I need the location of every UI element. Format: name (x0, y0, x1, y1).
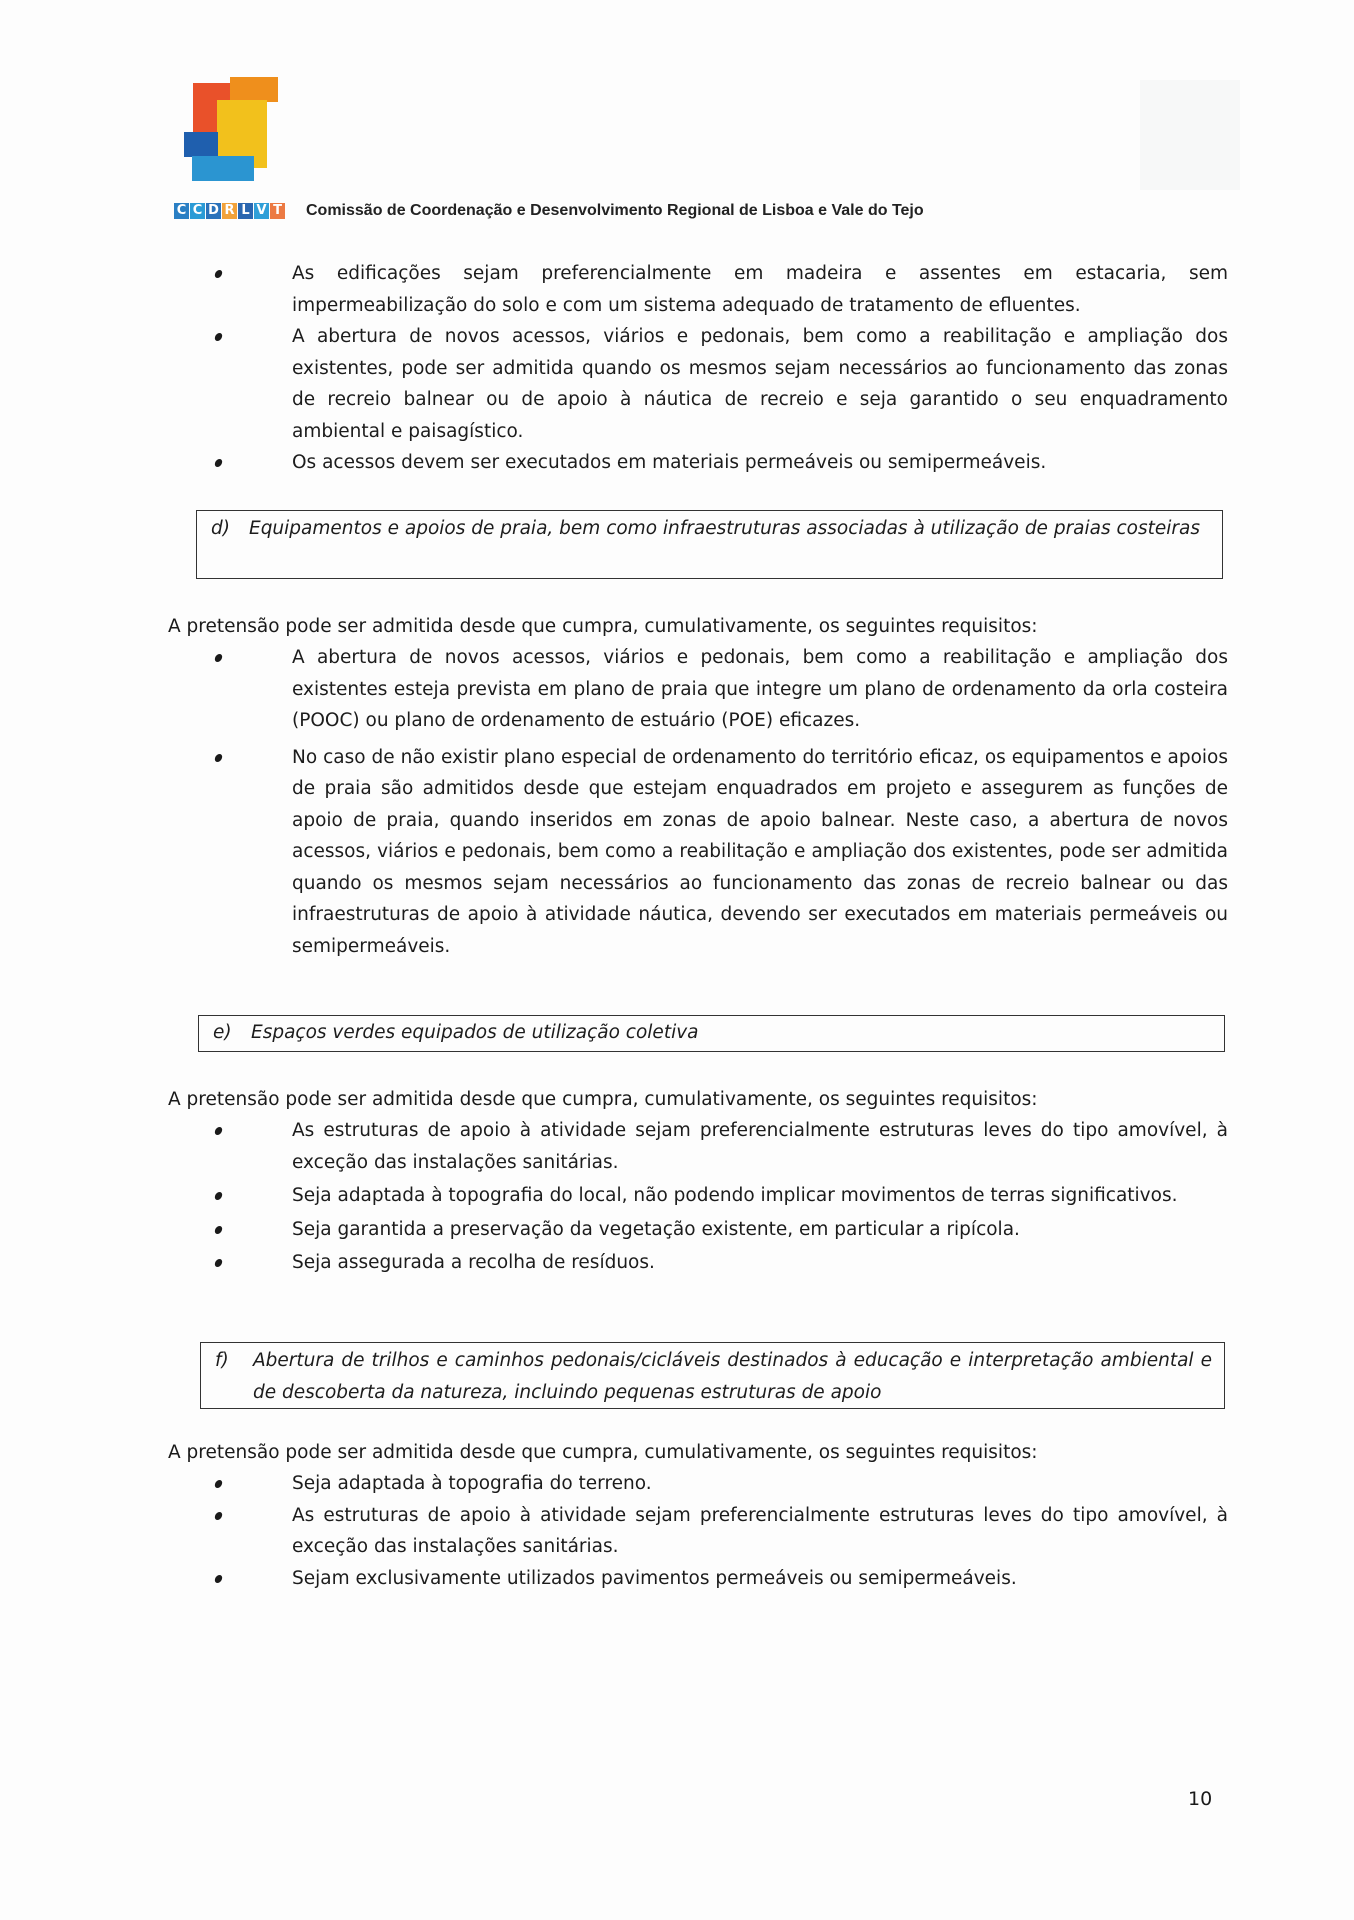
list-item (210, 1180, 1228, 1212)
section-letter: d) (211, 518, 230, 539)
list-item (210, 258, 1228, 321)
list-item (210, 1500, 1228, 1563)
list-item-text: As estruturas de apoio à atividade sejam preferencialmente estruturas leves do tipo amovível, à exceção das instalações sanitárias. (292, 1120, 1228, 1173)
list-item (210, 1563, 1228, 1595)
bullet-icon (214, 1512, 223, 1520)
list-item (210, 447, 1228, 479)
logo-letter: C (190, 203, 205, 219)
bullet-icon (214, 1480, 223, 1488)
section-heading-d (196, 510, 1223, 579)
list-item-text: No caso de não existir plano especial de ordenamento do território eficaz, os equipamentos e apoios de praia são admitidos desde que estejam enquadrados em projeto e assegurem as funções de apoio de praia, quando inseridos em zonas de apoio balnear. Neste caso, a abertura de novos acessos, viários e pedonais, bem como a reabilitação e ampliação dos existentes, pode ser admitida quando os mesmos sejam necessários ao funcionamento das zonas de recreio balnear ou das infraestruturas de apoio à atividade náutica, devendo ser executados em materiais permeáveis ou semipermeáveis. (292, 746, 1228, 957)
list-item (210, 642, 1228, 737)
logo-block-blue (184, 132, 218, 157)
section-title: Equipamentos e apoios de praia, bem como infraestruturas associadas à utilização de praias costeiras (249, 518, 1200, 539)
ccdrlvt-logo (175, 75, 295, 185)
logo-block-light-blue (192, 156, 254, 181)
list-item-text: Sejam exclusivamente utilizados pavimentos permeáveis ou semipermeáveis. (292, 1567, 1017, 1589)
list-item-text: Seja adaptada à topografia do terreno. (292, 1473, 652, 1494)
organization-name: Comissão de Coordenação e Desenvolvimento Regional de Lisboa e Vale do Tejo (306, 202, 924, 219)
bullet-icon (214, 754, 223, 762)
bullet-icon (214, 1575, 223, 1583)
page-number: 10 (1188, 1788, 1213, 1810)
logo-letter: V (254, 203, 269, 219)
logo-block-orange (230, 77, 278, 102)
list-item-text: Seja garantida a preservação da vegetação existente, em particular a ripícola. (292, 1218, 1020, 1240)
section-letter: f) (215, 1350, 229, 1371)
list-item-text: As edificações sejam preferencialmente em madeira e assentes em estacaria, sem impermeabilização do solo e com um sistema adequado de tratamento de efluentes. (292, 263, 1228, 316)
bullet-icon (214, 1192, 223, 1200)
bullet-icon (214, 1127, 223, 1135)
bullet-icon (214, 333, 223, 341)
section-intro-f: A pretensão pode ser admitida desde que cumpra, cumulativamente, os seguintes requisitos: (168, 1442, 1038, 1463)
bullet-list-f (210, 1468, 1228, 1594)
list-item (210, 1214, 1228, 1246)
list-item-text: Seja adaptada à topografia do local, não podendo implicar movimentos de terras significativos. (292, 1185, 1178, 1206)
list-item-text: A abertura de novos acessos, viários e pedonais, bem como a reabilitação e ampliação dos existentes esteja prevista em plano de praia que integre um plano de ordenamento da orla costeira (POOC) ou plano de ordenamento de estuário (POE) eficazes. (292, 647, 1228, 731)
section-intro-d: A pretensão pode ser admitida desde que cumpra, cumulativamente, os seguintes requisitos: (168, 616, 1038, 637)
list-item-text: Os acessos devem ser executados em materiais permeáveis ou semipermeáveis. (292, 452, 1047, 473)
bullet-icon (214, 1226, 223, 1234)
list-item (210, 1468, 1228, 1500)
bullet-icon (214, 459, 223, 467)
bullet-list-c (210, 258, 1228, 479)
logo-letter: C (174, 203, 189, 219)
logo-letter: R (222, 203, 237, 219)
logo-letter: D (206, 203, 221, 219)
section-heading-f (200, 1342, 1225, 1409)
logo-wordmark (174, 203, 285, 219)
list-item-text: As estruturas de apoio à atividade sejam preferencialmente estruturas leves do tipo amovível, à exceção das instalações sanitárias. (292, 1504, 1228, 1557)
section-letter: e) (213, 1022, 232, 1043)
bullet-list-e (210, 1115, 1228, 1279)
list-item-text: Seja assegurada a recolha de resíduos. (292, 1252, 655, 1273)
bullet-icon (214, 1259, 223, 1267)
list-item (210, 1247, 1228, 1279)
logo-letter: T (270, 203, 285, 219)
bullet-icon (214, 270, 223, 278)
list-item (210, 742, 1228, 963)
list-item (210, 321, 1228, 447)
list-item-text: A abertura de novos acessos, viários e pedonais, bem como a reabilitação e ampliação dos existentes, pode ser admitida quando os mesmos sejam necessários ao funcionamento das zonas de recreio balnear ou de apoio à náutica de recreio e seja garantido o seu enquadramento ambiental e paisagístico. (292, 326, 1228, 442)
list-item (210, 1115, 1228, 1178)
section-title: Espaços verdes equipados de utilização coletiva (251, 1022, 699, 1043)
section-intro-e: A pretensão pode ser admitida desde que cumpra, cumulativamente, os seguintes requisitos: (168, 1089, 1038, 1110)
logo-letter: L (238, 203, 253, 219)
bullet-icon (214, 654, 223, 662)
section-title: Abertura de trilhos e caminhos pedonais/cicláveis destinados à educação e interpretação ambiental e de descoberta da natureza, incluindo pequenas estruturas de apoio (253, 1350, 1212, 1403)
bullet-list-d (210, 642, 1228, 962)
section-heading-e (198, 1015, 1225, 1052)
bleed-through-mark (1140, 80, 1240, 190)
